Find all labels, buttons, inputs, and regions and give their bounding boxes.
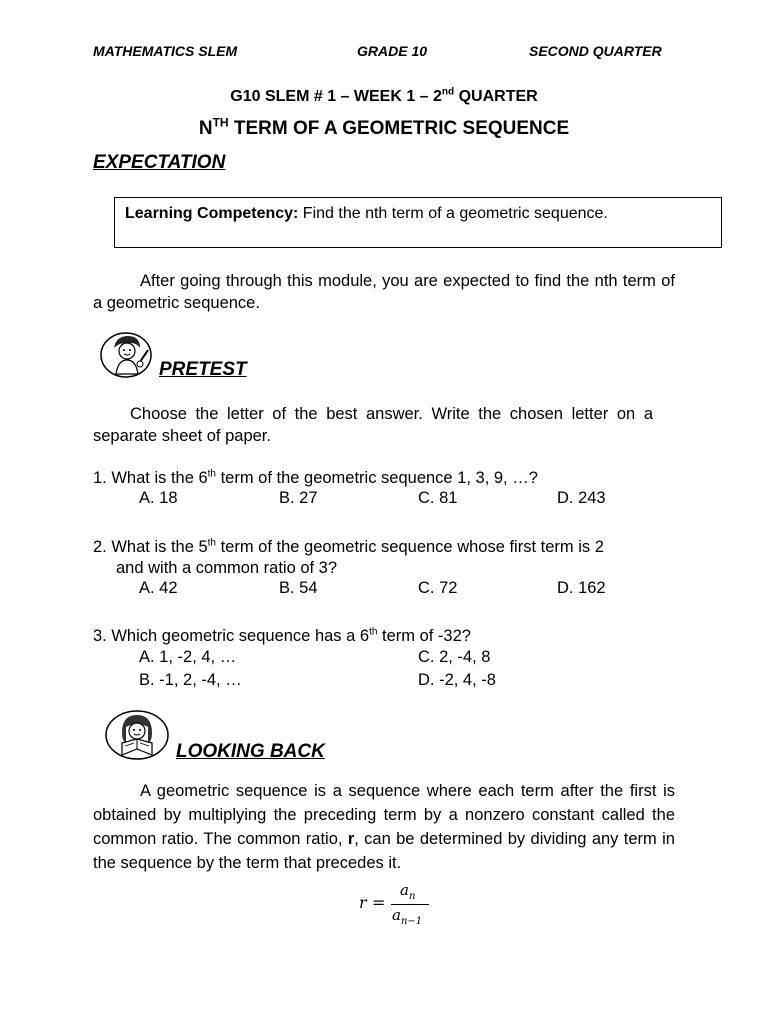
q1-option-a: A. 18 (139, 489, 178, 507)
competency-box (114, 197, 722, 248)
q3-option-b: B. -1, 2, -4, … (139, 671, 242, 689)
pretest-heading: PRETEST (159, 359, 247, 380)
looking-back-paragraph: A geometric sequence is a sequence where each term after the first is obtained by multiplying the preceding term by a nonzero constant called the common ratio. The common ratio, r, can be determined by dividing any term in the sequence by the term that precedes it. (93, 782, 675, 872)
common-ratio-formula (359, 881, 439, 931)
question-3: 3. Which geometric sequence has a 6th term of -32? (93, 626, 471, 645)
q1-option-d: D. 243 (557, 489, 606, 507)
pretest-instructions: Choose the letter of the best answer. Write the chosen letter on a separate sheet of paper. (93, 405, 653, 445)
q3-option-d: D. -2, 4, -8 (418, 671, 496, 689)
q2-option-b: B. 54 (279, 579, 318, 597)
header-subject: MATHEMATICS SLEM (93, 43, 238, 59)
formula-equals: = (372, 893, 386, 912)
formula-denominator: $a_{n-1}$ (392, 906, 423, 927)
boy-writing-icon (100, 330, 156, 380)
header-quarter: SECOND QUARTER (529, 43, 662, 59)
q2-option-a: A. 42 (139, 579, 178, 597)
formula-lhs: r (359, 893, 367, 912)
header-grade: GRADE 10 (357, 43, 428, 59)
girl-reading-icon (104, 709, 170, 761)
competency-text: Learning Competency: Find the nth term of a geometric sequence. (125, 205, 608, 222)
q1-option-b: B. 27 (279, 489, 318, 507)
expectation-heading: EXPECTATION (93, 152, 226, 173)
formula-numerator: $a_n$ (400, 881, 416, 902)
looking-back-heading: LOOKING BACK (176, 741, 325, 762)
fraction-bar (391, 904, 429, 905)
expectation-paragraph: After going through this module, you are expected to find the nth term of a geometric sequence. (93, 272, 675, 312)
question-1: 1. What is the 6th term of the geometric sequence 1, 3, 9, …? (93, 468, 538, 487)
q2-option-c: C. 72 (418, 579, 458, 597)
question-2: 2. What is the 5th term of the geometric sequence whose first term is 2 (93, 537, 604, 556)
q3-option-c: C. 2, -4, 8 (418, 648, 491, 666)
q1-option-c: C. 81 (418, 489, 458, 507)
module-code-title: G10 SLEM # 1 – WEEK 1 – 2nd QUARTER (230, 86, 538, 105)
page-title: $N^{TH}$ TERM OF A GEOMETRIC SEQUENCE (198, 115, 570, 139)
question-2-line2: and with a common ratio of 3? (116, 559, 338, 577)
q2-option-d: D. 162 (557, 579, 606, 597)
q3-option-a: A. 1, -2, 4, … (139, 648, 237, 666)
